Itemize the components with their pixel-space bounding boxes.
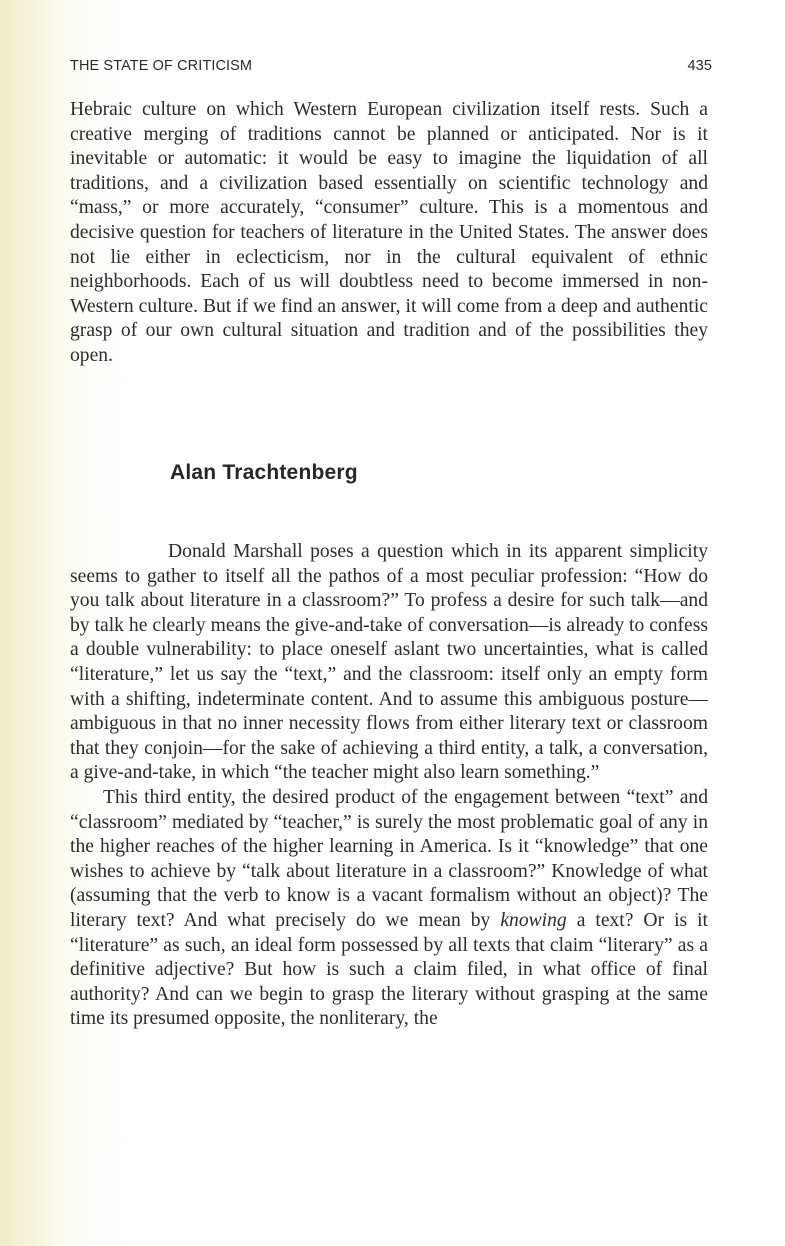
- author-heading: Alan Trachtenberg: [170, 461, 358, 484]
- section-continuation: [70, 98, 708, 369]
- paragraph-2-text-a: This third entity, the desired product of the engagement between “text” and “classroom” mediated by “teacher,” is surely the most problematic goal of any in the higher reaches of the higher learning in America. Is it “knowledge” that one wishes to achieve by “talk about literature in a classroom?” Knowledge of what (assuming that the verb to know is a vacant formalism without an object)? The literary text? And what precisely do we mean by: [70, 786, 708, 931]
- essay-paragraph-1: Donald Marshall poses a question which in its apparent simplicity seems to gather to itself all the pathos of a most peculiar profession: “How do you talk about literature in a classroom?” To profess a desire for such talk—and by talk he clearly means the give-and-take of conversation—is already to confess a double vulnerability: to place oneself aslant two uncertainties, what is called “literature,” let us say the “text,” and the classroom: itself only an empty form with a shifting, indeterminate content. And to assume this ambiguous posture—ambiguous in that no inner necessity flows from either literary text or classroom that they conjoin—for the sake of achieving a third entity, a talk, a conversation, a give-and-take, in which “the teacher might also learn something.”: [70, 541, 708, 784]
- paragraph-continuation: Hebraic culture on which Western European civilization itself rests. Such a creative merging of traditions cannot be planned or anticipated. Nor is it inevitable or automatic: it would be easy to imagine the liquidation of all traditions, and a civilization based essentially on scientific technology and “mass,” or more accurately, “consumer” culture. This is a momentous and decisive question for teachers of literature in the United States. The answer does not lie either in eclecticism, nor in the cultural equivalent of ethnic neighborhoods. Each of us will doubtless need to become immersed in non-Western culture. But if we find an answer, it will come from a deep and authentic grasp of our own cultural situation and tradition and of the possibilities they open.: [70, 99, 708, 366]
- running-head: [70, 58, 712, 74]
- paragraph-2-text-b: a text? Or is it “literature” as such, an ideal form possessed by all texts that claim “literary” as a definitive adjective? But how is such a claim filed, in what office of final authority? And can we begin to grasp the literary without grasping at the same time its presumed opposite, the nonliterary, the: [70, 909, 708, 1030]
- running-head-title: THE STATE OF CRITICISM: [70, 58, 253, 74]
- page-number: 435: [687, 58, 712, 74]
- essay-paragraph-2: [70, 786, 708, 1032]
- italic-emphasis: knowing: [500, 909, 567, 931]
- essay-section: [70, 540, 708, 1032]
